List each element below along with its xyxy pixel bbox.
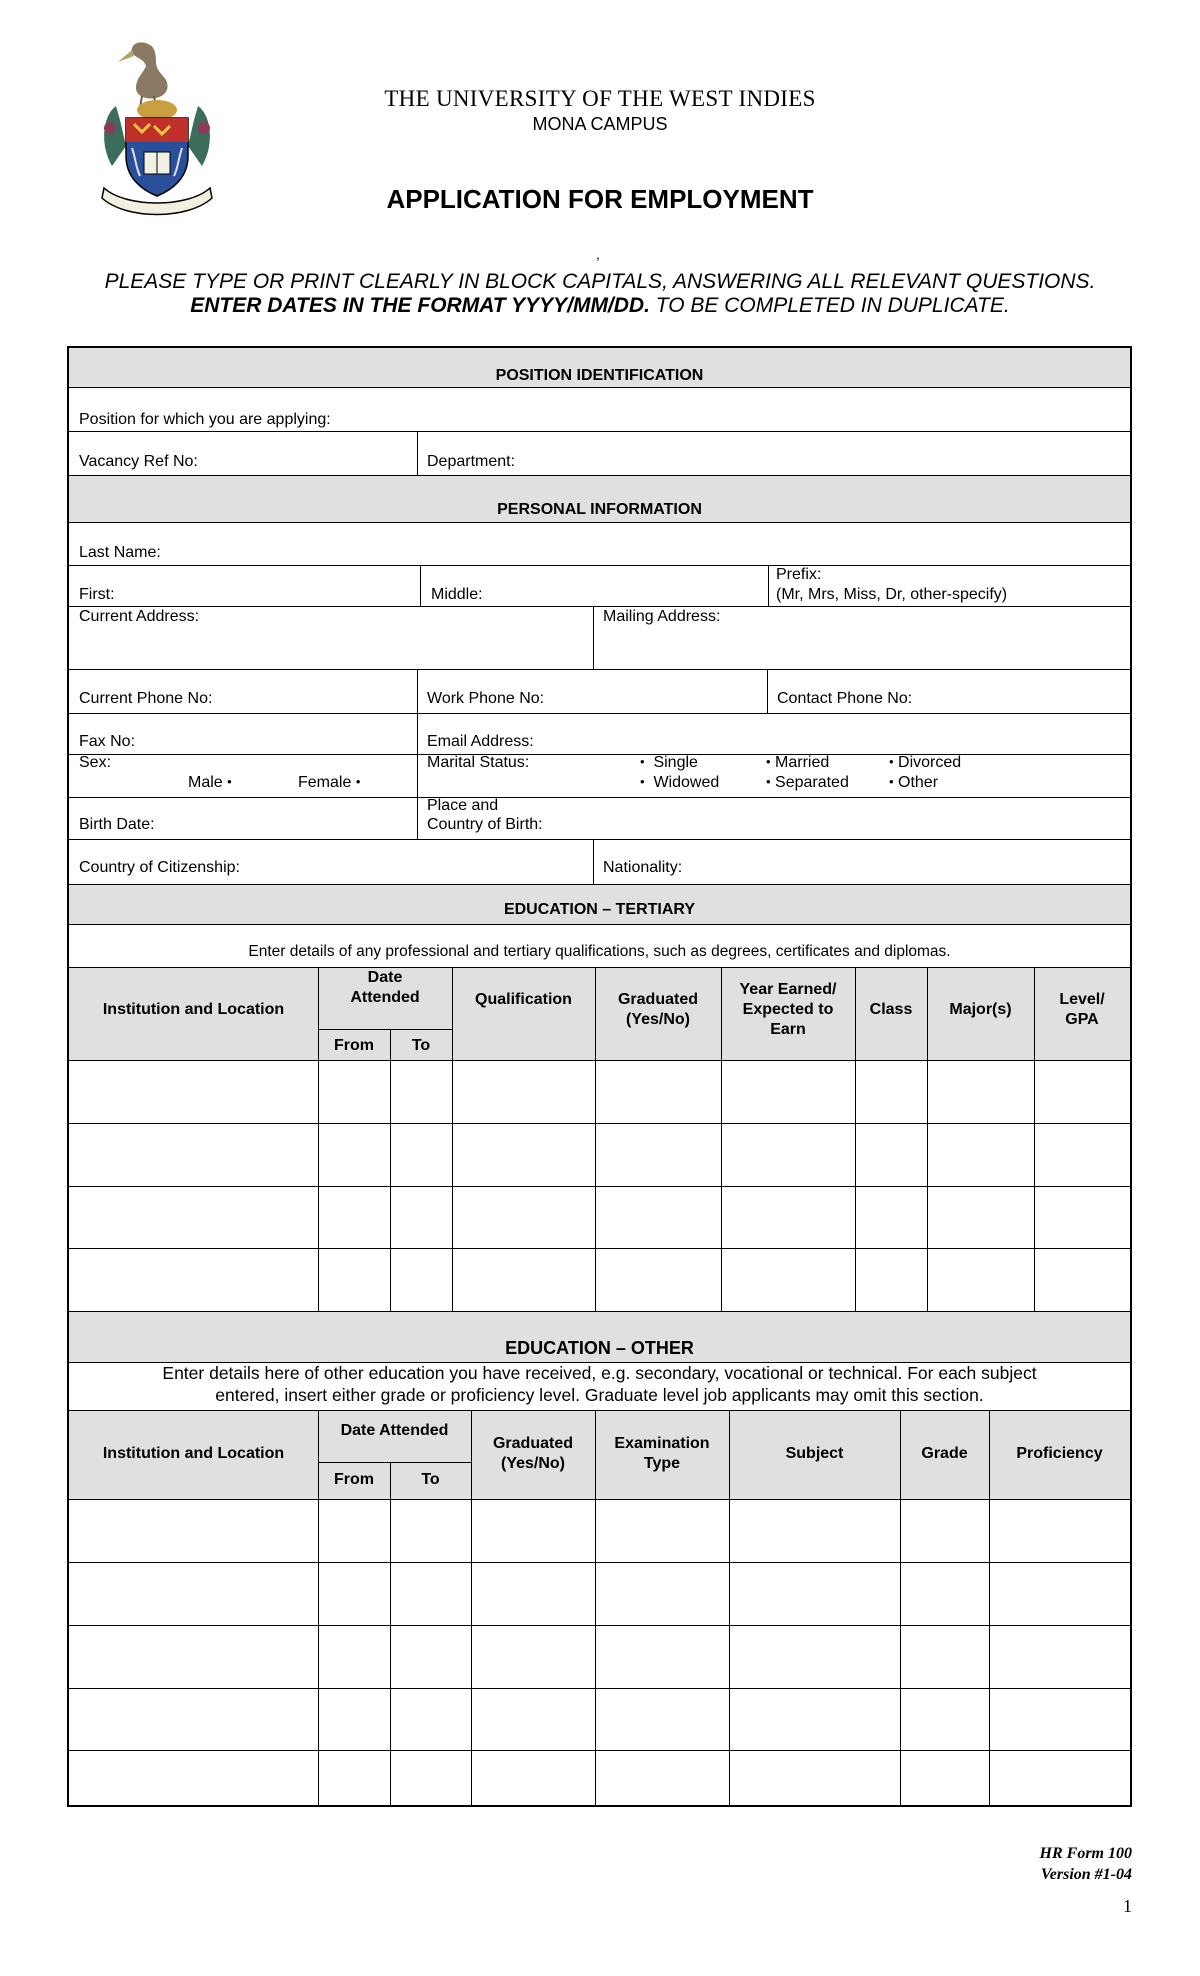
other-col-to: To xyxy=(421,1471,440,1488)
separated-label: Separated xyxy=(775,774,849,791)
tertiary-col-level: Level/ GPA xyxy=(1059,991,1105,1028)
male-radio-icon[interactable] xyxy=(227,774,232,791)
female-radio-icon[interactable] xyxy=(356,774,361,791)
email-field[interactable]: Email Address: xyxy=(427,733,534,750)
nationality-field[interactable]: Nationality: xyxy=(603,859,683,876)
other-row-1[interactable] xyxy=(69,1500,1130,1562)
tertiary-col-majors: Major(s) xyxy=(949,1001,1012,1018)
instruction-line-1: PLEASE TYPE OR PRINT CLEARLY IN BLOCK CAPITALS, ANSWERING ALL RELEVANT QUESTIONS. xyxy=(104,270,1096,293)
prefix-hint: (Mr, Mrs, Miss, Dr, other-specify) xyxy=(776,586,1008,603)
other-label: Other xyxy=(898,774,939,791)
personal-information-heading: PERSONAL INFORMATION xyxy=(497,501,702,518)
sex-option-male[interactable] xyxy=(188,773,232,792)
tertiary-heading: EDUCATION – TERTIARY xyxy=(503,901,696,918)
form-title: APPLICATION FOR EMPLOYMENT xyxy=(386,184,814,214)
tertiary-col-year: Year Earned/ Expected to Earn xyxy=(739,981,837,1038)
sex-option-female[interactable] xyxy=(298,773,360,792)
position-applying-field[interactable]: Position for which you are applying: xyxy=(79,411,331,428)
widowed-radio-icon[interactable] xyxy=(640,774,645,791)
tertiary-intro: Enter details of any professional and tertiary qualifications, such as degrees, certificates and diplomas. xyxy=(248,943,951,960)
single-label: Single xyxy=(653,754,698,771)
tertiary-col-from: From xyxy=(334,1037,374,1054)
mailing-address-field[interactable]: Mailing Address: xyxy=(603,608,721,625)
vacancy-ref-field[interactable]: Vacancy Ref No: xyxy=(79,453,198,470)
marital-option-widowed[interactable] xyxy=(640,773,719,792)
male-label: Male xyxy=(188,774,223,791)
other-col-date-attended: Date Attended xyxy=(340,1422,449,1439)
tertiary-col-qualification: Qualification xyxy=(475,991,572,1008)
other-col-institution: Institution and Location xyxy=(102,1445,285,1462)
marital-option-divorced[interactable] xyxy=(889,753,961,772)
instruction-date-format: ENTER DATES IN THE FORMAT YYYY/MM/DD. xyxy=(190,294,650,317)
other-col-exam-type: Examination Type xyxy=(614,1435,710,1472)
marital-option-other[interactable] xyxy=(889,773,938,792)
other-col-proficiency: Proficiency xyxy=(1016,1445,1103,1462)
other-row-3[interactable] xyxy=(69,1626,1130,1688)
citizenship-field[interactable]: Country of Citizenship: xyxy=(79,859,240,876)
other-col-subject: Subject xyxy=(785,1445,844,1462)
instruction-line-2 xyxy=(0,294,1200,318)
department-field[interactable]: Department: xyxy=(427,453,516,470)
other-row-4[interactable] xyxy=(69,1689,1130,1750)
instruction-duplicate: TO BE COMPLETED IN DUPLICATE. xyxy=(649,294,1010,317)
other-col-grade: Grade xyxy=(921,1445,968,1462)
marital-option-married[interactable] xyxy=(766,753,829,772)
other-education-heading: EDUCATION – OTHER xyxy=(505,1338,694,1358)
marital-status-label: Marital Status: xyxy=(427,754,530,771)
tertiary-col-institution: Institution and Location xyxy=(102,1001,285,1018)
other-col-from: From xyxy=(334,1471,374,1488)
position-identification-heading: POSITION IDENTIFICATION xyxy=(495,367,704,384)
separated-radio-icon[interactable] xyxy=(766,774,771,791)
tertiary-row-2[interactable] xyxy=(69,1124,1130,1186)
fax-field[interactable]: Fax No: xyxy=(79,733,136,750)
other-radio-icon[interactable] xyxy=(889,774,894,791)
campus-name: MONA CAMPUS xyxy=(532,114,668,134)
marital-option-single[interactable] xyxy=(640,753,698,772)
first-name-field[interactable]: First: xyxy=(79,586,115,603)
married-label: Married xyxy=(775,754,830,771)
other-intro-line-2: entered, insert either grade or proficiency level. Graduate level job applicants may omit this section. xyxy=(215,1385,984,1405)
contact-phone-field[interactable]: Contact Phone No: xyxy=(777,690,913,707)
university-name: THE UNIVERSITY OF THE WEST INDIES xyxy=(384,86,816,111)
marital-option-separated[interactable] xyxy=(766,773,849,792)
single-radio-icon[interactable] xyxy=(640,754,645,771)
other-row-2[interactable] xyxy=(69,1563,1130,1625)
birth-date-field[interactable]: Birth Date: xyxy=(79,816,155,833)
divorced-label: Divorced xyxy=(898,754,962,771)
female-label: Female xyxy=(298,774,352,791)
last-name-field[interactable]: Last Name: xyxy=(79,544,161,561)
other-intro-line-1: Enter details here of other education you have received, e.g. secondary, vocational or technical. For each subject xyxy=(162,1363,1037,1383)
sex-label: Sex: xyxy=(79,754,112,771)
middle-name-field[interactable]: Middle: xyxy=(431,586,483,603)
married-radio-icon[interactable] xyxy=(766,754,771,771)
tertiary-row-1[interactable] xyxy=(69,1061,1130,1123)
prefix-field[interactable]: Prefix: xyxy=(776,566,822,583)
tertiary-row-3[interactable] xyxy=(69,1187,1130,1248)
stray-mark: , xyxy=(596,246,600,262)
current-phone-field[interactable]: Current Phone No: xyxy=(79,690,213,707)
work-phone-field[interactable]: Work Phone No: xyxy=(427,690,545,707)
tertiary-col-to: To xyxy=(411,1037,431,1054)
form-number: HR Form 100 xyxy=(1039,1845,1132,1862)
form-version: Version #1-04 xyxy=(1040,1866,1132,1883)
divorced-radio-icon[interactable] xyxy=(889,754,894,771)
tertiary-col-class: Class xyxy=(869,1001,913,1018)
tertiary-col-date-attended: Date Attended xyxy=(350,969,420,1006)
tertiary-col-graduated: Graduated (Yes/No) xyxy=(617,991,698,1028)
page-number: 1 xyxy=(1123,1896,1132,1916)
place-and-label: Place and xyxy=(427,797,499,814)
current-address-field[interactable]: Current Address: xyxy=(79,608,200,625)
other-row-5[interactable] xyxy=(69,1751,1130,1806)
widowed-label: Widowed xyxy=(653,774,720,791)
tertiary-row-4[interactable] xyxy=(69,1249,1130,1311)
other-col-graduated: Graduated (Yes/No) xyxy=(492,1435,573,1472)
country-of-birth-field[interactable]: Country of Birth: xyxy=(427,816,543,833)
